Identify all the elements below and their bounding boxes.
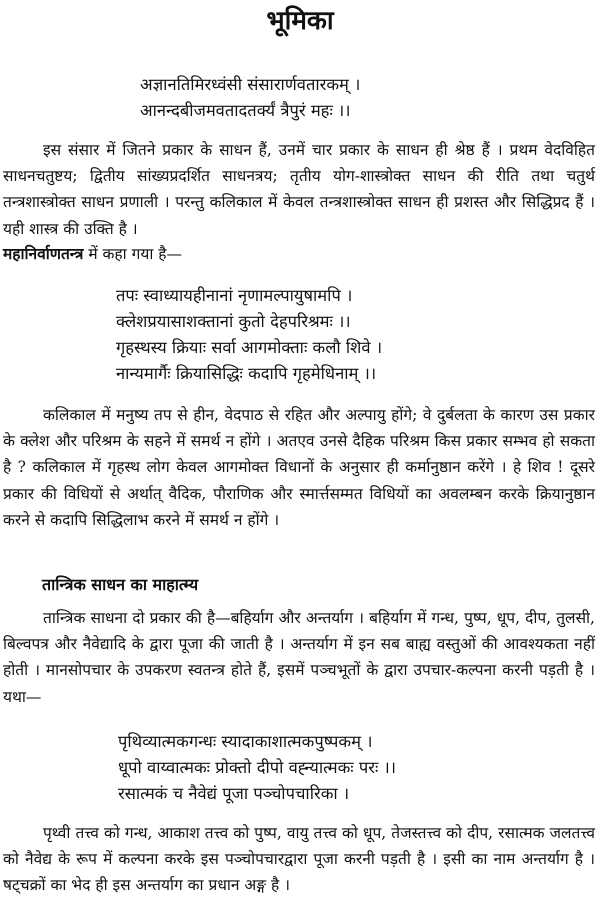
invocation-verse	[140, 72, 360, 124]
verse-line: आनन्दबीजमवतादतर्क्यं त्रैपुरं महः ।।	[140, 101, 351, 120]
verse-line: गृहस्थस्य क्रियाः सर्वा आगमोक्ताः कलौ शिवे ।	[116, 338, 383, 357]
intro-paragraph: इस संसार में जितने प्रकार के साधन हैं, उनमें चार प्रकार के साधन ही श्रेष्ठ हैं । प्रथम वेदविहित साधनचतुष्टय; द्वितीय सांख्यप्रदर्शित साधनत्रय; तृतीय योग-शास्त्रोक्त साधन की रीति तथा चतुर्थ तन्त्रशास्त्रोक्त साधन प्रणाली । परन्तु कलिकाल में केवल तन्त्रशास्त्रोक्त साधन ही प्रशस्त और सिद्धिप्रद हैं । यही शास्त्र की उक्ति है ।	[3, 141, 595, 238]
mahanirvana-verse	[116, 283, 382, 387]
upachara-verse	[118, 729, 396, 807]
verse-line: नान्यमार्गैः क्रियासिद्धिः कदापि गृहमेधिनाम् ।।	[116, 364, 377, 383]
verse-line: क्लेशप्रयासाशक्तानां कुतो देहपरिश्रमः ।।	[116, 312, 351, 331]
source-line-text: में कहा गया है—	[83, 245, 182, 263]
closing-paragraph: पृथ्वी तत्त्व को गन्ध, आकाश तत्त्व को पुष्प, वायु तत्त्व को धूप, तेजस्तत्त्व को दीप, रसात्मक जलतत्त्व को नैवेद्य के रूप में कल्पना करके इस पञ्चोपचारद्वारा पूजा करनी पड़ती है । इसी का नाम अन्तर्याग है । षट्चक्रों का भेद ही इस अन्तर्याग का प्रधान अङ्ग है ।	[3, 824, 595, 895]
tantric-paragraph: तान्त्रिक साधना दो प्रकार की है—बहिर्याग और अन्तर्याग । बहिर्याग में गन्ध, पुष्प, धूप, दीप, तुलसी, बिल्वपत्र और नैवेद्यादि के द्वारा पूजा की जाती है । अन्तर्याग में इन सब बाह्य वस्तुओं की आवश्यकता नहीं होती । मानसोपचार के उपकरण स्वतन्त्र होते हैं, इसमें पञ्चभूतों के द्वारा उपचार-कल्पना करनी पड़ती है । यथा—	[3, 609, 595, 706]
page-title: भूमिका	[266, 6, 334, 36]
section-heading: तान्त्रिक साधन का माहात्म्य	[42, 575, 199, 594]
verse-line: तपः स्वाध्यायहीनानां नृणामल्पायुषामपि ।	[116, 286, 353, 305]
source-line	[3, 241, 595, 267]
verse-line: पृथिव्यात्मकगन्धः स्यादाकाशात्मकपुष्पकम् ।	[118, 732, 373, 751]
source-name: महानिर्वाणतन्त्र	[3, 244, 84, 263]
explanation-paragraph: कलिकाल में मनुष्य तप से हीन, वेदपाठ से रहित और अल्पायु होंगे; वे दुर्बलता के कारण उस प्रकार के क्लेश और परिश्रम के सहने में समर्थ न होंगे । अतएव उनसे दैहिक परिश्रम किस प्रकार सम्भव हो सकता है ? कलिकाल में गृहस्थ लोग केवल आगमोक्त विधानों के अनुसार ही कर्मानुष्ठान करेंगे । हे शिव ! दूसरे प्रकार की विधियों से अर्थात् वैदिक, पौराणिक और स्मार्त्तसम्मत विधियों का अवलम्बन करके क्रियानुष्ठान करने से कदापि सिद्धिलाभ करने में समर्थ न होंगे ।	[3, 406, 595, 529]
verse-line: धूपो वाय्वात्मकः प्रोक्तो दीपो वह्न्यात्मकः परः ।।	[118, 758, 397, 777]
verse-line: रसात्मकं च नैवेद्यं पूजा पञ्चोपचारिका ।	[118, 784, 350, 803]
verse-line: अज्ञानतिमिरध्वंसी संसारार्णवतारकम् ।	[140, 75, 361, 94]
